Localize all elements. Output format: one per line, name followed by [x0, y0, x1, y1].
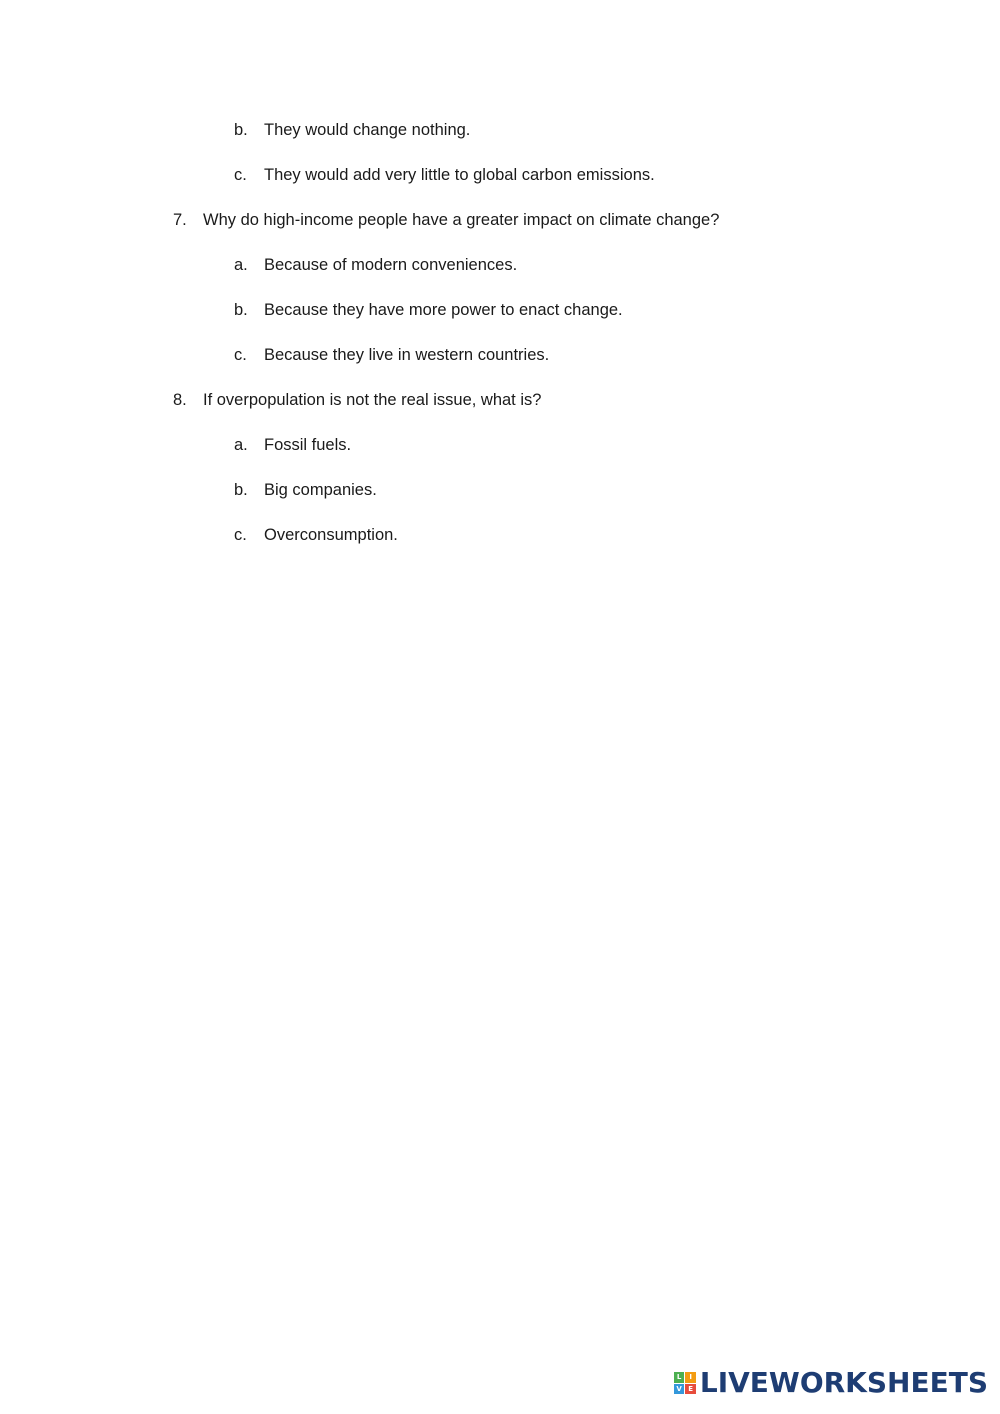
option-7a	[234, 255, 834, 275]
option-marker: c.	[234, 166, 247, 184]
question-text: If overpopulation is not the real issue, what is?	[203, 391, 542, 409]
question-7	[173, 210, 873, 230]
option-text: Because they live in western countries.	[264, 346, 550, 364]
logo-mark-icon	[674, 1372, 696, 1394]
logo-mark-letter: L	[674, 1372, 685, 1383]
option-text: Fossil fuels.	[264, 436, 352, 454]
question-number: 7.	[173, 211, 187, 229]
option-marker: c.	[234, 346, 247, 364]
option-text: Because they have more power to enact change.	[264, 301, 623, 319]
logo-mark-letter: E	[685, 1384, 696, 1395]
option-text: Because of modern conveniences.	[264, 256, 518, 274]
option-6c	[234, 165, 834, 185]
logo-mark-letter: I	[685, 1372, 696, 1383]
option-marker: a.	[234, 436, 248, 454]
option-marker: b.	[234, 121, 248, 139]
option-text: They would change nothing.	[264, 121, 471, 139]
option-marker: a.	[234, 256, 248, 274]
option-text: Big companies.	[264, 481, 377, 499]
option-marker: b.	[234, 481, 248, 499]
question-8	[173, 390, 873, 410]
liveworksheets-logo	[674, 1366, 988, 1400]
option-marker: c.	[234, 526, 247, 544]
option-6b	[234, 120, 834, 140]
question-number: 8.	[173, 391, 187, 409]
logo-mark-letter: V	[674, 1384, 685, 1395]
option-7b	[234, 300, 834, 320]
option-8c	[234, 525, 834, 545]
question-text: Why do high-income people have a greater impact on climate change?	[203, 211, 720, 229]
option-7c	[234, 345, 834, 365]
option-8a	[234, 435, 834, 455]
option-text: They would add very little to global carbon emissions.	[264, 166, 655, 184]
logo-text: LIVEWORKSHEETS	[699, 1366, 988, 1399]
option-text: Overconsumption.	[264, 526, 398, 544]
option-marker: b.	[234, 301, 248, 319]
option-8b	[234, 480, 834, 500]
